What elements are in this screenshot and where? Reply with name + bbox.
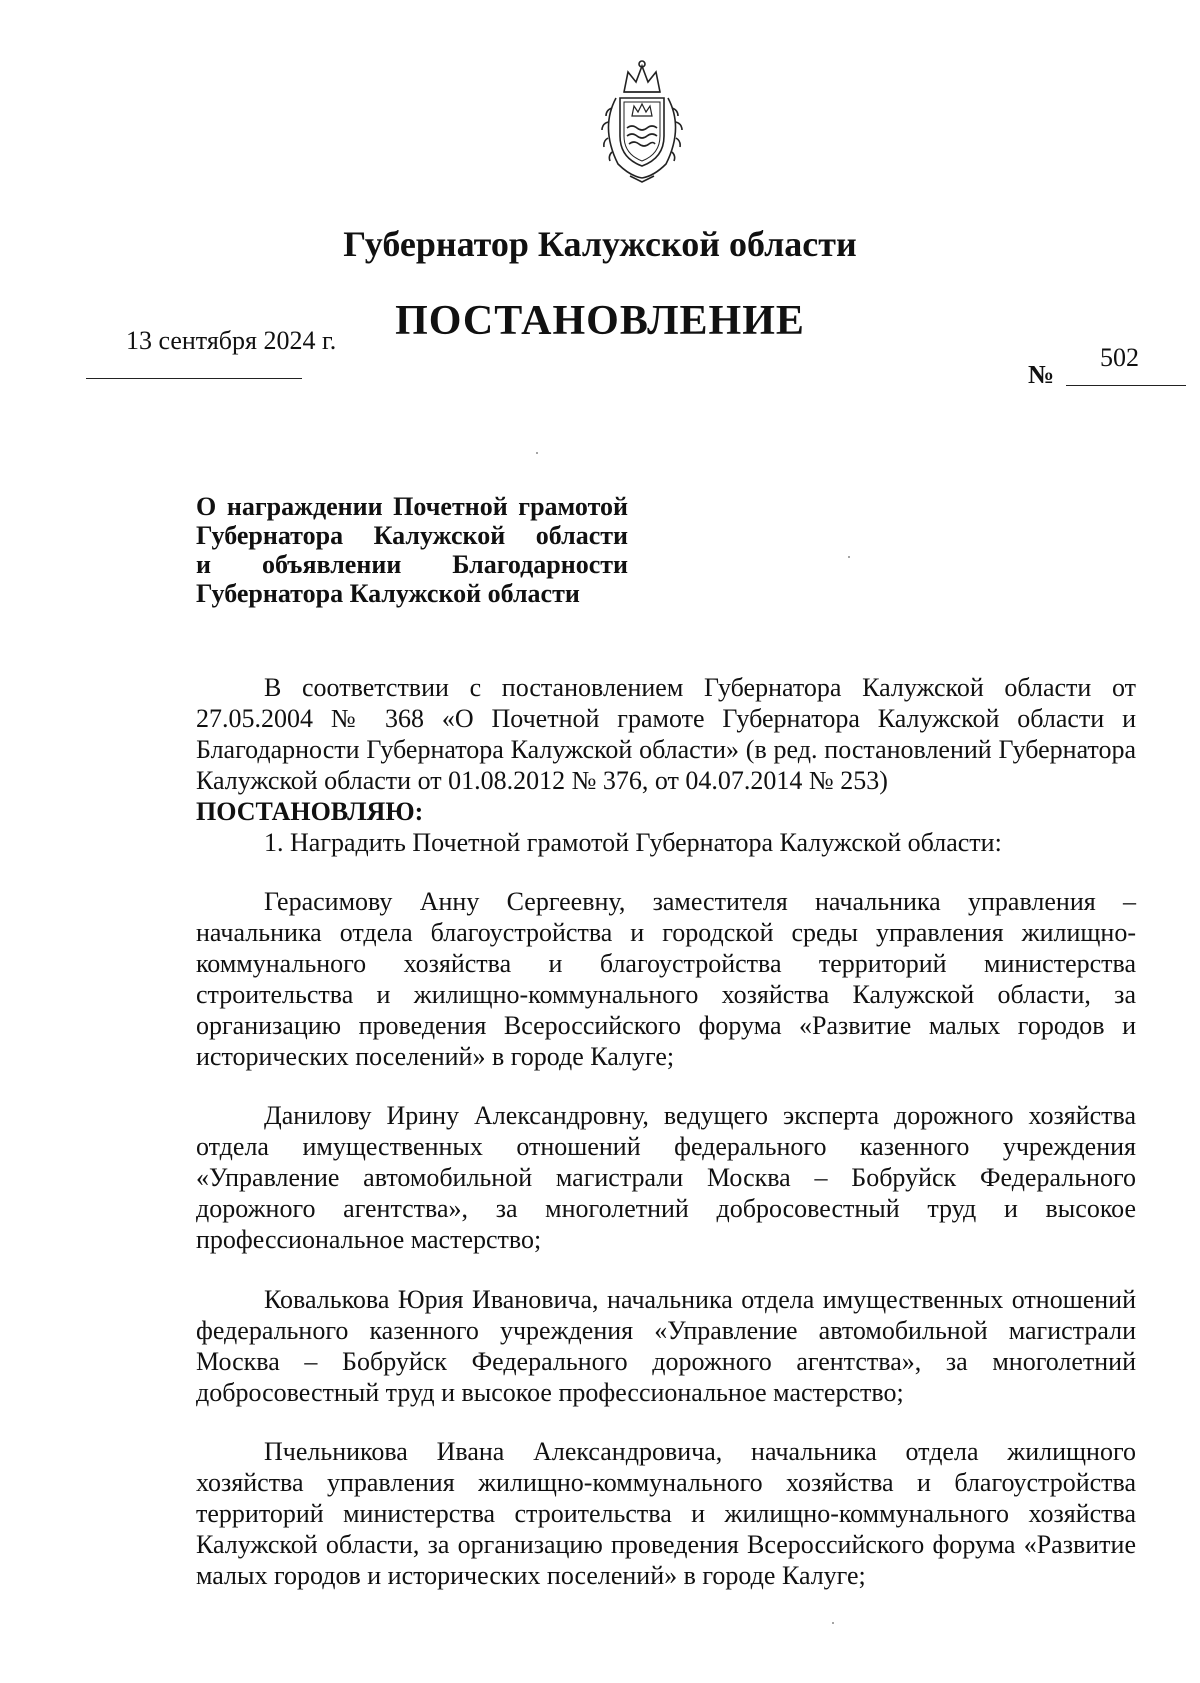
scan-speck [832, 1622, 834, 1624]
awardee-text: Пчельникова Ивана Александровича, начальника отдела жилищного хозяйства управления жилищно-коммунального хозяйства и благоустройства территорий министерства строительства и жилищно-коммунального хозяйства Калужской области, за организацию проведения Всероссийского форума «Развитие малых городов и исторических поселений» в городе Калуге; [196, 1437, 1136, 1590]
coat-of-arms-emblem [590, 58, 694, 186]
scan-speck [536, 452, 538, 454]
document-type-title: ПОСТАНОВЛЕНИЕ [395, 298, 805, 344]
scan-speck [848, 556, 850, 558]
decree-word: ПОСТАНОВЛЯЮ: [196, 797, 424, 826]
awardee-text: Данилову Ирину Александровну, ведущего эксперта дорожного хозяйства отдела имущественных отношений федерального казенного учреждения «Управление автомобильной магистрали Москва – Бобруйск Федерального дорожного агентства», за многолетний добросовестный труд и высокое профессиональное мастерство; [196, 1101, 1136, 1254]
awardee-text: Герасимову Анну Сергеевну, заместителя начальника управления – начальника отдела благоустройства и городской среды управления жилищно-коммунального хозяйства и благоустройства территорий министерства строительства и жилищно-коммунального хозяйства Калужской области, за организацию проведения Всероссийского форума «Развитие малых городов и исторических поселений» в городе Калуге; [196, 887, 1136, 1071]
subject-line: и объявлении Благодарности [196, 550, 628, 579]
awardee-paragraph [196, 1284, 1136, 1408]
date-underline [86, 378, 302, 379]
subject-line: Губернатора Калужской области [196, 579, 580, 608]
awardee-paragraph [196, 1100, 1136, 1255]
document-date: 13 сентября 2024 г. [126, 326, 337, 355]
number-label: № [1028, 360, 1055, 389]
subject-line: О награждении Почетной грамотой [196, 492, 628, 521]
preamble-block [196, 672, 1136, 858]
issuing-authority: Губернатор Калужской области [343, 224, 857, 264]
awardee-text: Ковалькова Юрия Ивановича, начальника отдела имущественных отношений федерального казенного учреждения «Управление автомобильной магистрали Москва – Бобруйск Федерального дорожного агентства», за многолетний добросовестный труд и высокое профессиональное мастерство; [196, 1285, 1136, 1407]
award-item-1: 1. Наградить Почетной грамотой Губернатора Калужской области: [264, 828, 1002, 857]
document-subject [196, 492, 628, 608]
number-underline [1066, 385, 1186, 386]
preamble-text: В соответствии с постановлением Губернатора Калужской области от 27.05.2004 № 368 «О Почетной грамоте Губернатора Калужской области и Благодарности Губернатора Калужской области» (в ред. постановлений Губернатора Калужской области от 01.08.2012 № 376, от 04.07.2014 № 253) [196, 673, 1136, 795]
subject-line: Губернатора Калужской области [196, 521, 628, 550]
awardee-paragraph [196, 1436, 1136, 1591]
document-number: 502 [1100, 343, 1139, 372]
awardee-paragraph [196, 886, 1136, 1072]
